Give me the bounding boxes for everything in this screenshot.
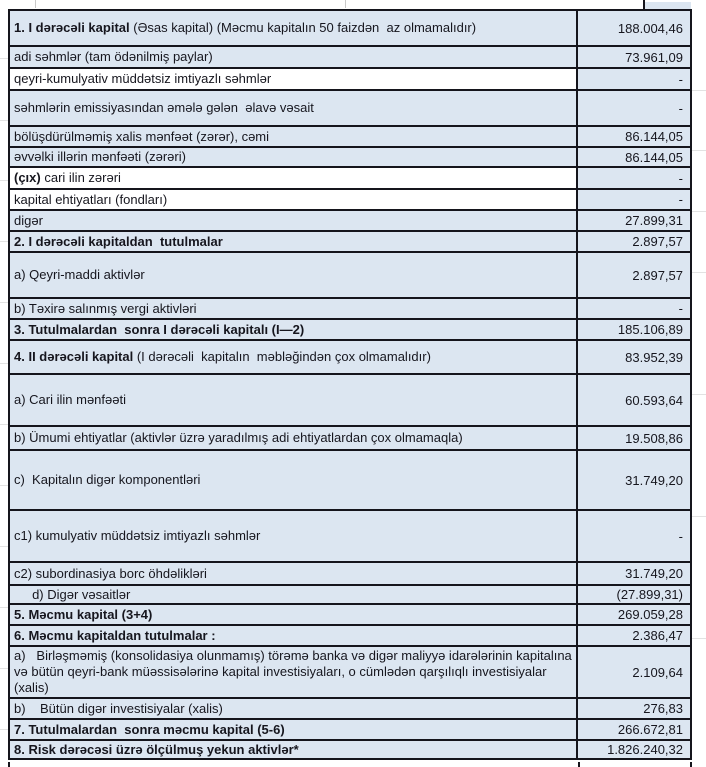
indicator-cell[interactable]: [10, 511, 576, 561]
indicator-bold-text: 1. I dərəcəli kapital: [14, 20, 130, 36]
bottom-sliver-border: [578, 762, 580, 767]
margin-gridline: [0, 58, 8, 59]
table-row: [10, 211, 690, 232]
amount-cell[interactable]: [576, 511, 690, 561]
bottom-sliver-border: [8, 762, 10, 767]
amount-text: 2.109,64: [632, 664, 683, 680]
indicator-text: [14, 129, 269, 145]
amount-text: 266.672,81: [617, 722, 683, 737]
amount-cell[interactable]: [576, 91, 690, 125]
indicator-cell[interactable]: [10, 148, 576, 166]
indicator-text: [14, 49, 213, 65]
indicator-cell[interactable]: [10, 341, 576, 373]
indicator-text: [14, 267, 145, 283]
margin-gridline: [0, 120, 8, 121]
indicator-text: [14, 472, 200, 488]
indicator-text: [14, 71, 271, 87]
indicator-cell[interactable]: [10, 320, 576, 339]
table-row: [10, 253, 690, 299]
indicator-bold-text: 7. Tutulmalardan sonra məcmu kapital (5-6): [14, 721, 285, 737]
margin-gridline: [692, 150, 706, 151]
amount-cell[interactable]: [576, 720, 690, 739]
amount-cell[interactable]: [576, 47, 690, 67]
indicator-cell[interactable]: [10, 69, 576, 89]
table-row: [10, 232, 690, 253]
table-row: [10, 69, 690, 91]
indicator-regular-text: c1) kumulyativ müddətsiz imtiyazlı səhmlər: [14, 528, 261, 544]
amount-text: 60.593,64: [625, 392, 683, 408]
capital-table: [8, 9, 692, 760]
amount-cell[interactable]: [576, 168, 690, 188]
table-row: [10, 451, 690, 511]
indicator-cell[interactable]: [10, 741, 576, 758]
amount-cell[interactable]: [576, 605, 690, 624]
amount-cell[interactable]: [576, 320, 690, 339]
table-row: [10, 341, 690, 375]
indicator-regular-text: bölüşdürülməmiş xalis mənfəət (zərər), cəmi: [14, 128, 270, 144]
amount-text: -: [678, 170, 683, 186]
margin-gridline: [0, 607, 8, 608]
indicator-cell[interactable]: [10, 253, 576, 297]
amount-text: 31.749,20: [625, 566, 683, 581]
table-row: [10, 647, 690, 699]
indicator-cell[interactable]: [10, 586, 576, 603]
indicator-regular-text: b) Təxirə salınmış vergi aktivləri: [14, 300, 197, 316]
indicator-regular-text: digər: [14, 212, 43, 228]
margin-gridline: [692, 638, 706, 639]
amount-text: 1.826.240,32: [607, 742, 683, 757]
indicator-regular-text: c2) subordinasiya borc öhdəlikləri: [14, 565, 207, 581]
indicator-text: [14, 20, 476, 36]
table-row: [10, 586, 690, 605]
table-row: [10, 299, 690, 320]
indicator-cell[interactable]: [10, 168, 576, 188]
amount-cell[interactable]: [576, 211, 690, 230]
amount-text: 269.059,28: [617, 607, 683, 622]
indicator-text: [14, 301, 197, 317]
indicator-text: [14, 566, 207, 582]
amount-text: 31.749,20: [625, 472, 683, 488]
indicator-regular-text: a) Qeyri-maddi aktivlər: [14, 267, 145, 283]
amount-text: -: [678, 528, 683, 544]
indicator-cell[interactable]: [10, 190, 576, 209]
table-row: [10, 720, 690, 741]
indicator-regular-text: əvvəlki illərin mənfəəti (zərəri): [14, 149, 186, 165]
amount-cell[interactable]: [576, 586, 690, 603]
indicator-cell[interactable]: [10, 626, 576, 645]
indicator-bold-text: 3. Tutulmalardan sonra I dərəcəli kapitalı (I—2): [14, 321, 305, 337]
indicator-cell[interactable]: [10, 563, 576, 584]
table-row: [10, 47, 690, 69]
margin-gridline: [0, 729, 8, 730]
amount-text: 2.386,47: [632, 628, 683, 643]
indicator-text: [14, 234, 223, 250]
table-row: [10, 741, 690, 758]
indicator-cell[interactable]: [10, 451, 576, 509]
indicator-cell[interactable]: [10, 699, 576, 718]
amount-cell[interactable]: [576, 741, 690, 758]
table-row: [10, 626, 690, 647]
amount-text: 27.899,31: [625, 213, 683, 228]
table-row: [10, 190, 690, 211]
indicator-bold-text: (çıx): [14, 170, 41, 186]
margin-gridline: [692, 272, 706, 273]
indicator-regular-text: b) Ümumi ehtiyatlar (aktivlər üzrə yaradılmış adi ehtiyatlardan çox olmamaqla): [14, 430, 463, 446]
margin-gridline: [0, 241, 8, 242]
amount-cell[interactable]: [576, 253, 690, 297]
indicator-cell[interactable]: [10, 299, 576, 318]
indicator-text: [14, 392, 126, 408]
amount-cell[interactable]: [576, 647, 690, 697]
indicator-cell[interactable]: [10, 47, 576, 67]
indicator-cell[interactable]: [10, 127, 576, 146]
indicator-text: [14, 628, 216, 644]
indicator-regular-text: kapital ehtiyatları (fondları): [14, 191, 168, 207]
margin-gridline: [0, 424, 8, 425]
indicator-text: [14, 430, 463, 446]
amount-cell[interactable]: [576, 232, 690, 251]
indicator-bold-text: 6. Məcmu kapitaldan tutulmalar :: [14, 627, 216, 643]
indicator-text: [14, 149, 186, 165]
table-row: [10, 427, 690, 451]
amount-cell[interactable]: [576, 563, 690, 584]
margin-gridline: [0, 485, 8, 486]
margin-gridline: [692, 90, 706, 91]
amount-text: -: [678, 301, 683, 316]
top-sliver-gridline: [35, 0, 36, 8]
indicator-text: [14, 742, 299, 758]
indicator-cell[interactable]: [10, 375, 576, 425]
table-row: [10, 168, 690, 190]
indicator-cell[interactable]: [10, 605, 576, 624]
amount-text: 83.952,39: [625, 349, 683, 365]
margin-gridline: [0, 363, 8, 364]
amount-cell[interactable]: [576, 699, 690, 718]
margin-gridline: [0, 180, 8, 181]
amount-text: 19.508,86: [625, 430, 683, 446]
amount-text: 86.144,05: [625, 149, 683, 165]
amount-text: -: [678, 100, 683, 116]
indicator-regular-text: cari ilin zərəri: [40, 170, 121, 186]
indicator-bold-text: 2. I dərəcəli kapitaldan tutulmalar: [14, 233, 223, 249]
indicator-text: [14, 322, 304, 338]
amount-text: 73.961,09: [625, 49, 683, 65]
indicator-cell[interactable]: [10, 720, 576, 739]
indicator-cell[interactable]: [10, 647, 576, 697]
margin-gridline: [692, 516, 706, 517]
amount-text: 185.106,89: [617, 322, 683, 337]
table-row: [10, 511, 690, 563]
indicator-regular-text: a) Cari ilin mənfəəti: [14, 392, 126, 408]
indicator-text: [14, 528, 260, 544]
amount-cell[interactable]: [576, 190, 690, 209]
indicator-text: [14, 213, 43, 229]
amount-text: 2.897,57: [632, 267, 683, 283]
indicator-regular-text: adi səhmlər (tam ödənilmiş paylar): [14, 49, 213, 65]
indicator-bold-text: 5. Məcmu kapital (3+4): [14, 606, 153, 622]
amount-cell[interactable]: [576, 148, 690, 166]
amount-cell[interactable]: [576, 375, 690, 425]
amount-text: -: [678, 71, 683, 87]
indicator-text: [14, 722, 285, 738]
indicator-regular-text: səhmlərin emissiyasından əmələ gələn əlavə vəsait: [14, 100, 314, 116]
indicator-regular-text: (Əsas kapital) (Məcmu kapitalın 50 faizdən az olmamalıdır): [129, 20, 477, 36]
indicator-cell[interactable]: [10, 232, 576, 251]
margin-gridline: [0, 302, 8, 303]
margin-gridline: [692, 394, 706, 395]
amount-cell[interactable]: [576, 127, 690, 146]
indicator-text: [14, 607, 152, 623]
indicator-bold-text: 4. II dərəcəli kapital: [14, 349, 134, 365]
amount-text: 188.004,46: [617, 20, 683, 36]
indicator-regular-text: c) Kapitalın digər komponentləri: [14, 472, 201, 488]
margin-gridline: [692, 211, 706, 212]
top-sliver-gridline: [345, 0, 346, 8]
table-row: [10, 148, 690, 168]
top-sliver-cell: [645, 2, 691, 9]
table-row: [10, 127, 690, 148]
amount-text: (27.899,31): [616, 587, 683, 602]
table-row: [10, 11, 690, 47]
indicator-regular-text: d) Digər vəsaitlər: [14, 586, 131, 602]
amount-cell[interactable]: [576, 427, 690, 449]
amount-cell[interactable]: [576, 341, 690, 373]
indicator-text: [14, 648, 574, 696]
amount-text: -: [678, 192, 683, 207]
indicator-regular-text: a) Birləşməmiş (konsolidasiya olunmamış) törəmə banka və digər maliyyə idarələrinin kapitalına və bütün qeyri-bank müəssisələrinə kapital investisiyaları, o cümlədən qarşılıqlı investisiyalar (xalis): [14, 648, 576, 695]
amount-cell[interactable]: [576, 451, 690, 509]
bottom-sliver-border: [690, 762, 692, 767]
amount-cell[interactable]: [576, 626, 690, 645]
amount-text: 276,83: [643, 701, 683, 716]
table-row: [10, 605, 690, 626]
indicator-regular-text: qeyri-kumulyativ müddətsiz imtiyazlı səhmlər: [14, 71, 272, 87]
amount-cell[interactable]: [576, 299, 690, 318]
amount-cell[interactable]: [576, 69, 690, 89]
amount-text: 86.144,05: [625, 129, 683, 144]
indicator-text: [14, 100, 314, 116]
indicator-cell[interactable]: [10, 211, 576, 230]
indicator-text: [14, 192, 167, 208]
table-row: [10, 91, 690, 127]
margin-gridline: [0, 546, 8, 547]
amount-cell[interactable]: [576, 11, 690, 45]
indicator-cell[interactable]: [10, 91, 576, 125]
indicator-text: [14, 349, 431, 365]
indicator-text: [14, 170, 121, 186]
amount-text: 2.897,57: [632, 234, 683, 249]
table-row: [10, 699, 690, 720]
indicator-cell[interactable]: [10, 11, 576, 45]
margin-gridline: [0, 668, 8, 669]
table-row: [10, 563, 690, 586]
indicator-cell[interactable]: [10, 427, 576, 449]
indicator-text: [14, 701, 223, 717]
indicator-regular-text: (I dərəcəli kapitalın məbləğindən çox olmamalıdır): [133, 349, 431, 365]
indicator-regular-text: b) Bütün digər investisiyalar (xalis): [14, 700, 223, 716]
indicator-text: [14, 587, 130, 603]
indicator-bold-text: 8. Risk dərəcəsi üzrə ölçülmuş yekun aktivlər*: [14, 741, 299, 757]
table-row: [10, 320, 690, 341]
table-row: [10, 375, 690, 427]
